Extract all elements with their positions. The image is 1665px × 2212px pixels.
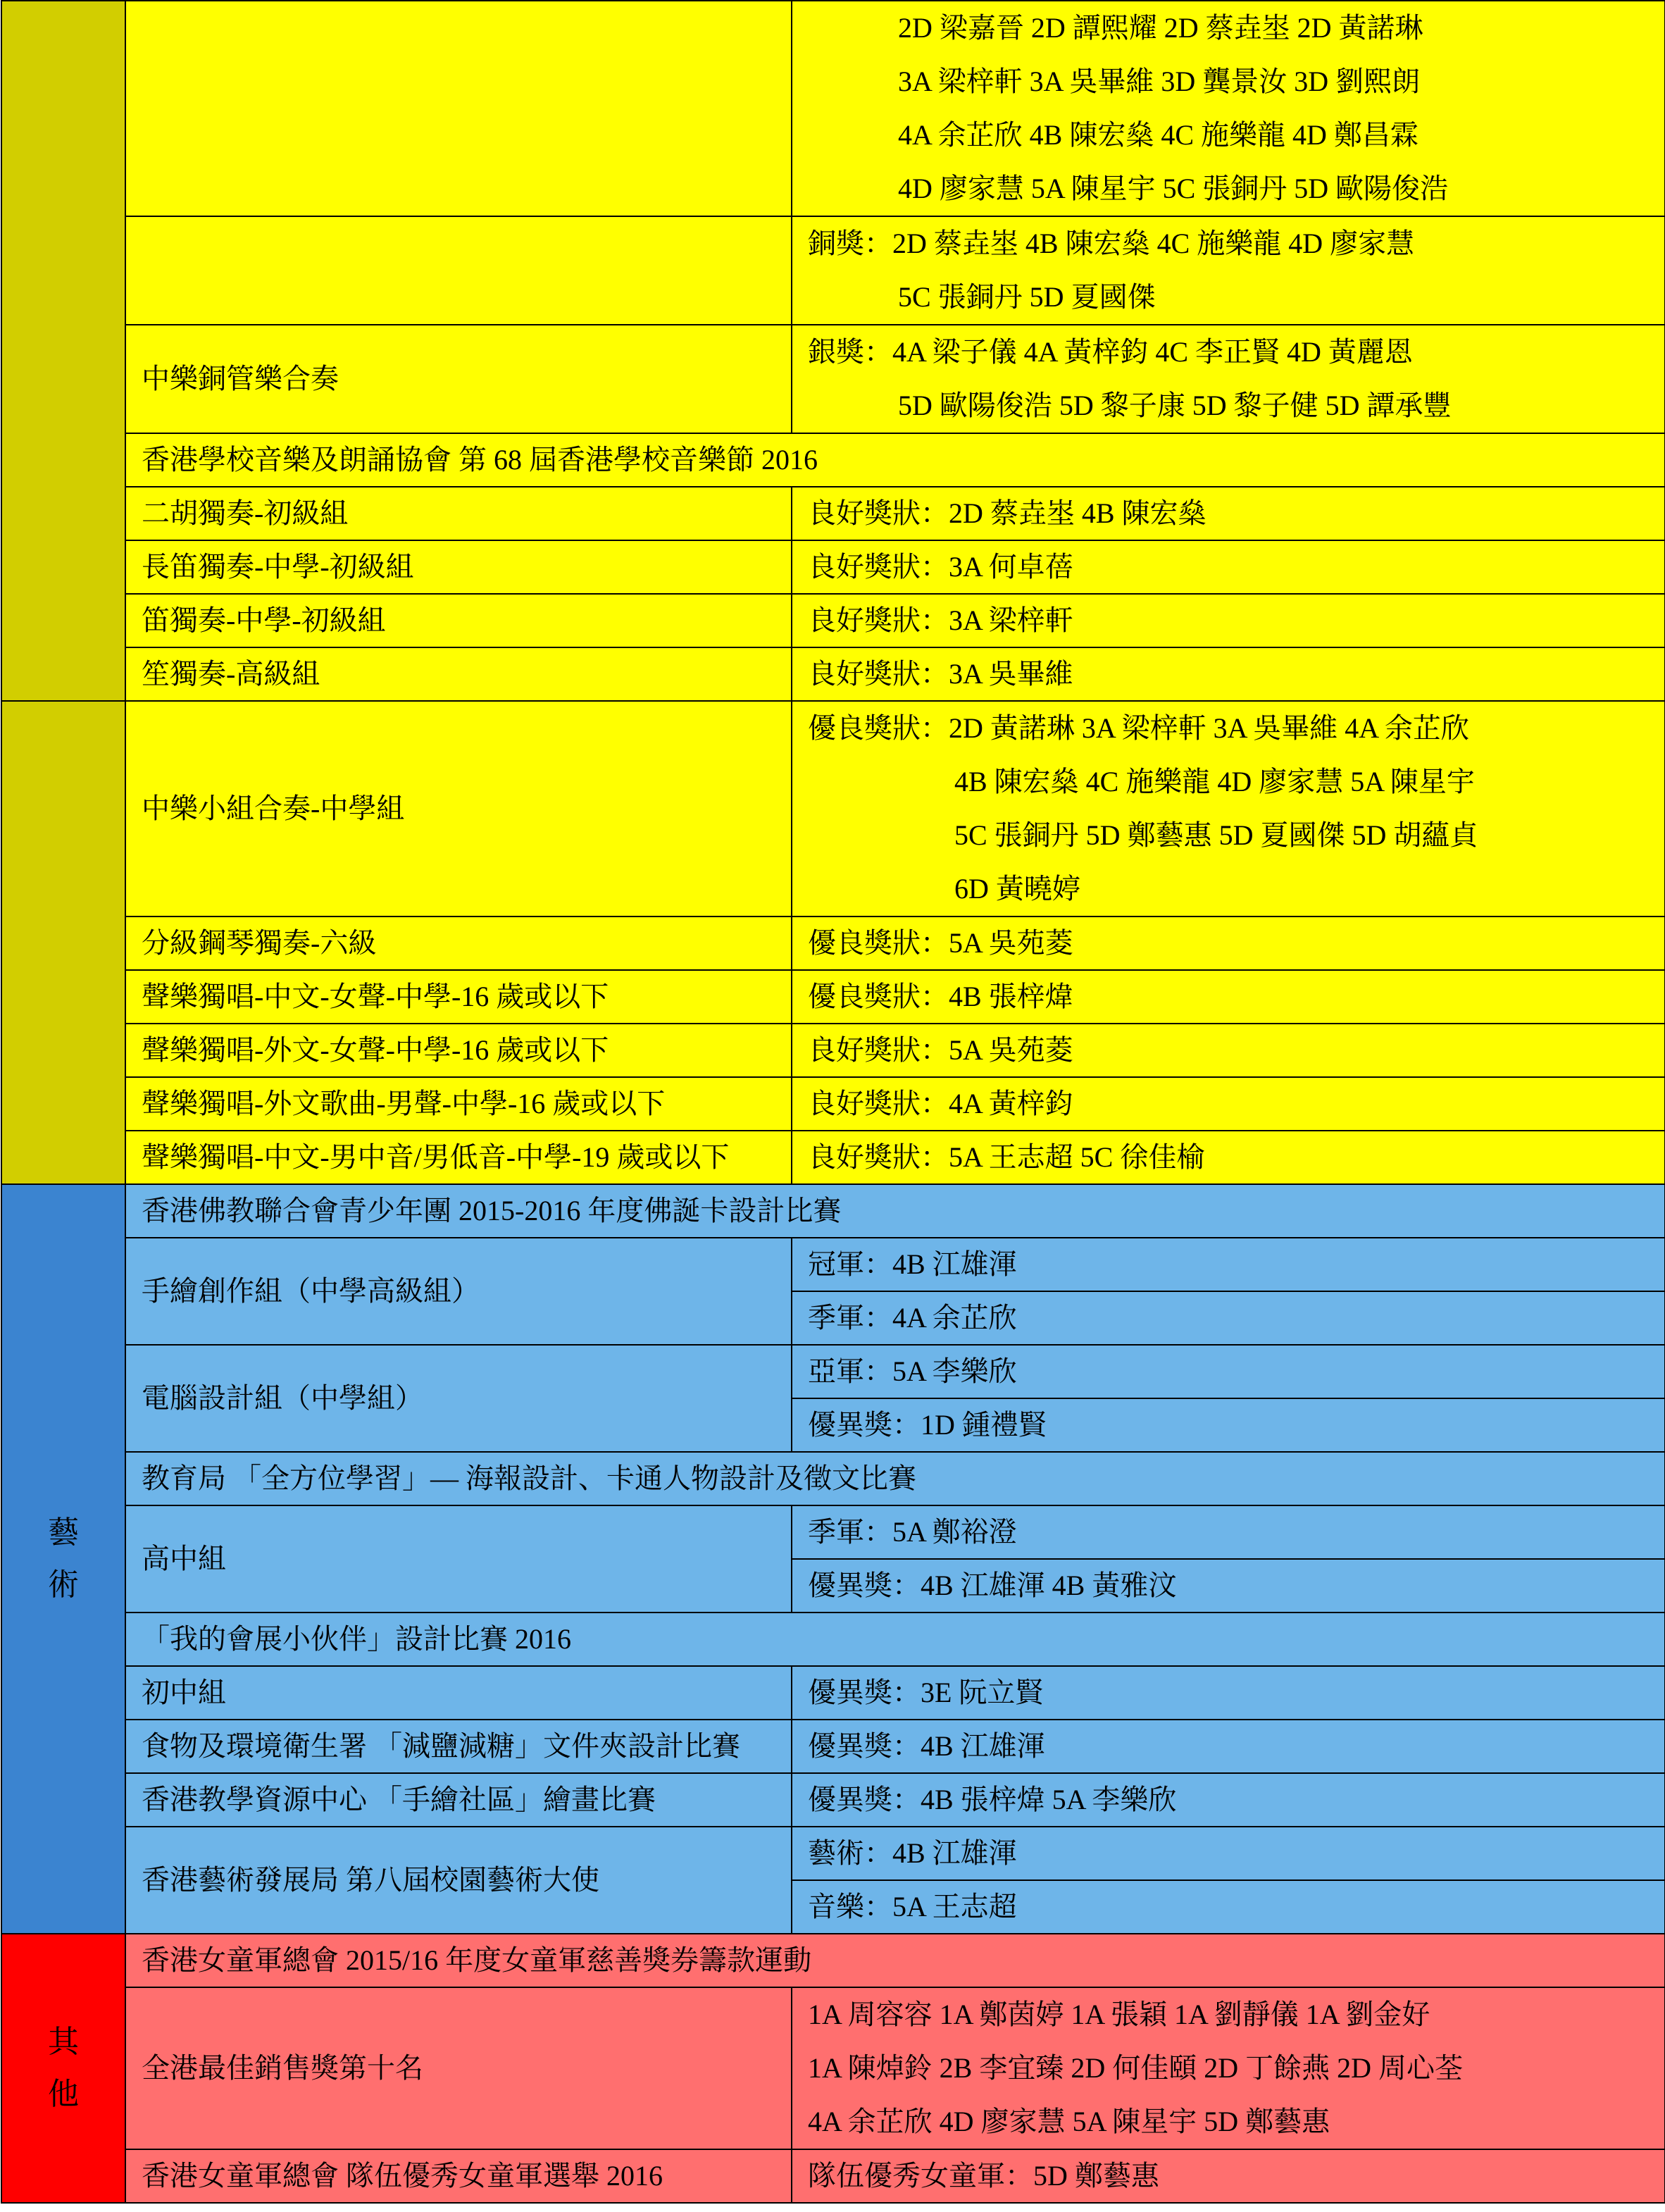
event-name: 電腦設計組（中學組）	[125, 1345, 792, 1452]
event-name: 香港藝術發展局 第八屆校園藝術大使	[125, 1827, 792, 1934]
event-name: 聲樂獨唱-外文-女聲-中學-16 歲或以下	[125, 1024, 792, 1077]
result-text: 藝術：4B 江雄渾	[792, 1827, 1665, 1880]
event-name: 聲樂獨唱-中文-女聲-中學-16 歲或以下	[125, 970, 792, 1024]
result-text: 隊伍優秀女童軍：5D 鄭藝惠	[792, 2149, 1665, 2203]
result-line: 2D 梁嘉晉 2D 譚熙耀 2D 蔡垚埊 2D 黃諾琳	[898, 12, 1423, 44]
result-text: 良好獎狀：5A 吳苑菱	[792, 1024, 1665, 1077]
event-cell-empty	[125, 1, 792, 216]
competition-header: 「我的會展小伙伴」設計比賽 2016	[125, 1613, 1665, 1666]
event-name: 二胡獨奏-初級組	[125, 487, 792, 540]
result-cell-ensemble	[792, 701, 1665, 917]
category-music-cell	[1, 1, 125, 701]
event-name: 香港女童軍總會 隊伍優秀女童軍選舉 2016	[125, 2149, 792, 2203]
result-line: 優良獎狀：2D 黃諾琳 3A 梁梓軒 3A 吳畢維 4A 余芷欣	[808, 712, 1469, 744]
result-text: 音樂：5A 王志超	[792, 1880, 1665, 1934]
category-label: 他	[48, 2077, 79, 2111]
result-cell-silver	[792, 325, 1665, 433]
result-text: 優異獎：4B 江雄渾	[792, 1720, 1665, 1773]
competition-header: 香港佛教聯合會青少年團 2015-2016 年度佛誕卡設計比賽	[125, 1184, 1665, 1238]
event-name: 笛獨奏-中學-初級組	[125, 594, 792, 647]
result-line: 5D 歐陽俊浩 5D 黎子康 5D 黎子健 5D 譚承豐	[898, 390, 1452, 421]
result-line: 4B 陳宏燊 4C 施樂龍 4D 廖家慧 5A 陳星宇	[954, 766, 1475, 797]
category-label: 其	[48, 2025, 79, 2059]
result-line: 1A 陳焯鈴 2B 李宜臻 2D 何佳頤 2D 丁餘燕 2D 周心荃	[808, 2052, 1464, 2084]
result-text: 良好獎狀：5A 王志超 5C 徐佳榆	[792, 1131, 1665, 1184]
event-name: 香港教學資源中心 「手繪社區」繪畫比賽	[125, 1773, 792, 1827]
event-name: 笙獨奏-高級組	[125, 647, 792, 701]
result-text: 優異獎：4B 江雄渾 4B 黃雅汶	[792, 1559, 1665, 1613]
result-text: 優良獎狀：5A 吳苑菱	[792, 917, 1665, 970]
category-music-cell-lower	[1, 701, 125, 1184]
result-text: 季軍：5A 鄭裕澄	[792, 1505, 1665, 1559]
result-text: 優良獎狀：4B 張梓煒	[792, 970, 1665, 1024]
result-text: 優異獎：1D 鍾禮賢	[792, 1398, 1665, 1452]
result-text: 良好獎狀：3A 吳畢維	[792, 647, 1665, 701]
result-text: 冠軍：4B 江雄渾	[792, 1238, 1665, 1291]
event-name: 聲樂獨唱-中文-男中音/男低音-中學-19 歲或以下	[125, 1131, 792, 1184]
awards-table	[1, 0, 1665, 2204]
competition-header: 香港學校音樂及朗誦協會 第 68 屆香港學校音樂節 2016	[125, 433, 1665, 487]
result-line: 4D 廖家慧 5A 陳星宇 5C 張銅丹 5D 歐陽俊浩	[898, 173, 1449, 204]
event-name: 初中組	[125, 1666, 792, 1720]
category-other-cell	[1, 1934, 125, 2203]
result-text: 良好獎狀：3A 何卓蓓	[792, 540, 1665, 594]
result-text: 季軍：4A 余芷欣	[792, 1291, 1665, 1345]
result-line: 6D 黃曉婷	[954, 873, 1080, 905]
result-line: 5C 張銅丹 5D 夏國傑	[898, 281, 1156, 313]
category-art-cell	[1, 1184, 125, 1934]
result-line: 銅獎：2D 蔡垚埊 4B 陳宏燊 4C 施樂龍 4D 廖家慧	[808, 228, 1415, 259]
result-line: 5C 張銅丹 5D 鄭藝惠 5D 夏國傑 5D 胡蘊貞	[954, 819, 1478, 851]
event-name: 手繪創作組（中學高級組）	[125, 1238, 792, 1345]
event-name: 長笛獨奏-中學-初級組	[125, 540, 792, 594]
competition-header: 教育局 「全方位學習」— 海報設計、卡通人物設計及徵文比賽	[125, 1452, 1665, 1505]
result-text: 優異獎：3E 阮立賢	[792, 1666, 1665, 1720]
result-line: 3A 梁梓軒 3A 吳畢維 3D 龔景汝 3D 劉熙朗	[898, 66, 1421, 97]
result-cell-bronze	[792, 216, 1665, 325]
event-name: 分級鋼琴獨奏-六級	[125, 917, 792, 970]
result-line: 銀獎：4A 梁子儀 4A 黃梓鈞 4C 李正賢 4D 黃麗恩	[808, 336, 1413, 368]
result-line: 4A 余芷欣 4D 廖家慧 5A 陳星宇 5D 鄭藝惠	[808, 2106, 1330, 2137]
event-name: 全港最佳銷售獎第十名	[125, 1987, 792, 2149]
category-label: 術	[48, 1567, 79, 1602]
result-text: 良好獎狀：3A 梁梓軒	[792, 594, 1665, 647]
result-line: 1A 周容容 1A 鄭茵婷 1A 張穎 1A 劉靜儀 1A 劉金好	[808, 1999, 1430, 2030]
result-text: 亞軍：5A 李樂欣	[792, 1345, 1665, 1398]
category-label: 藝	[48, 1515, 79, 1550]
result-cell-sales	[792, 1987, 1665, 2149]
result-text: 良好獎狀：4A 黃梓鈞	[792, 1077, 1665, 1131]
event-name: 中樂銅管樂合奏	[125, 325, 792, 433]
result-text: 良好獎狀：2D 蔡垚埊 4B 陳宏燊	[792, 487, 1665, 540]
event-name: 高中組	[125, 1505, 792, 1613]
event-name: 聲樂獨唱-外文歌曲-男聲-中學-16 歲或以下	[125, 1077, 792, 1131]
event-cell-empty	[125, 216, 792, 325]
event-name: 中樂小組合奏-中學組	[125, 701, 792, 917]
result-text: 優異獎：4B 張梓煒 5A 李樂欣	[792, 1773, 1665, 1827]
competition-header: 香港女童軍總會 2015/16 年度女童軍慈善獎券籌款運動	[125, 1934, 1665, 1987]
result-cell-gold-list	[792, 1, 1665, 216]
event-name: 食物及環境衛生署 「減鹽減糖」文件夾設計比賽	[125, 1720, 792, 1773]
result-line: 4A 余芷欣 4B 陳宏燊 4C 施樂龍 4D 鄭昌霖	[898, 119, 1418, 151]
